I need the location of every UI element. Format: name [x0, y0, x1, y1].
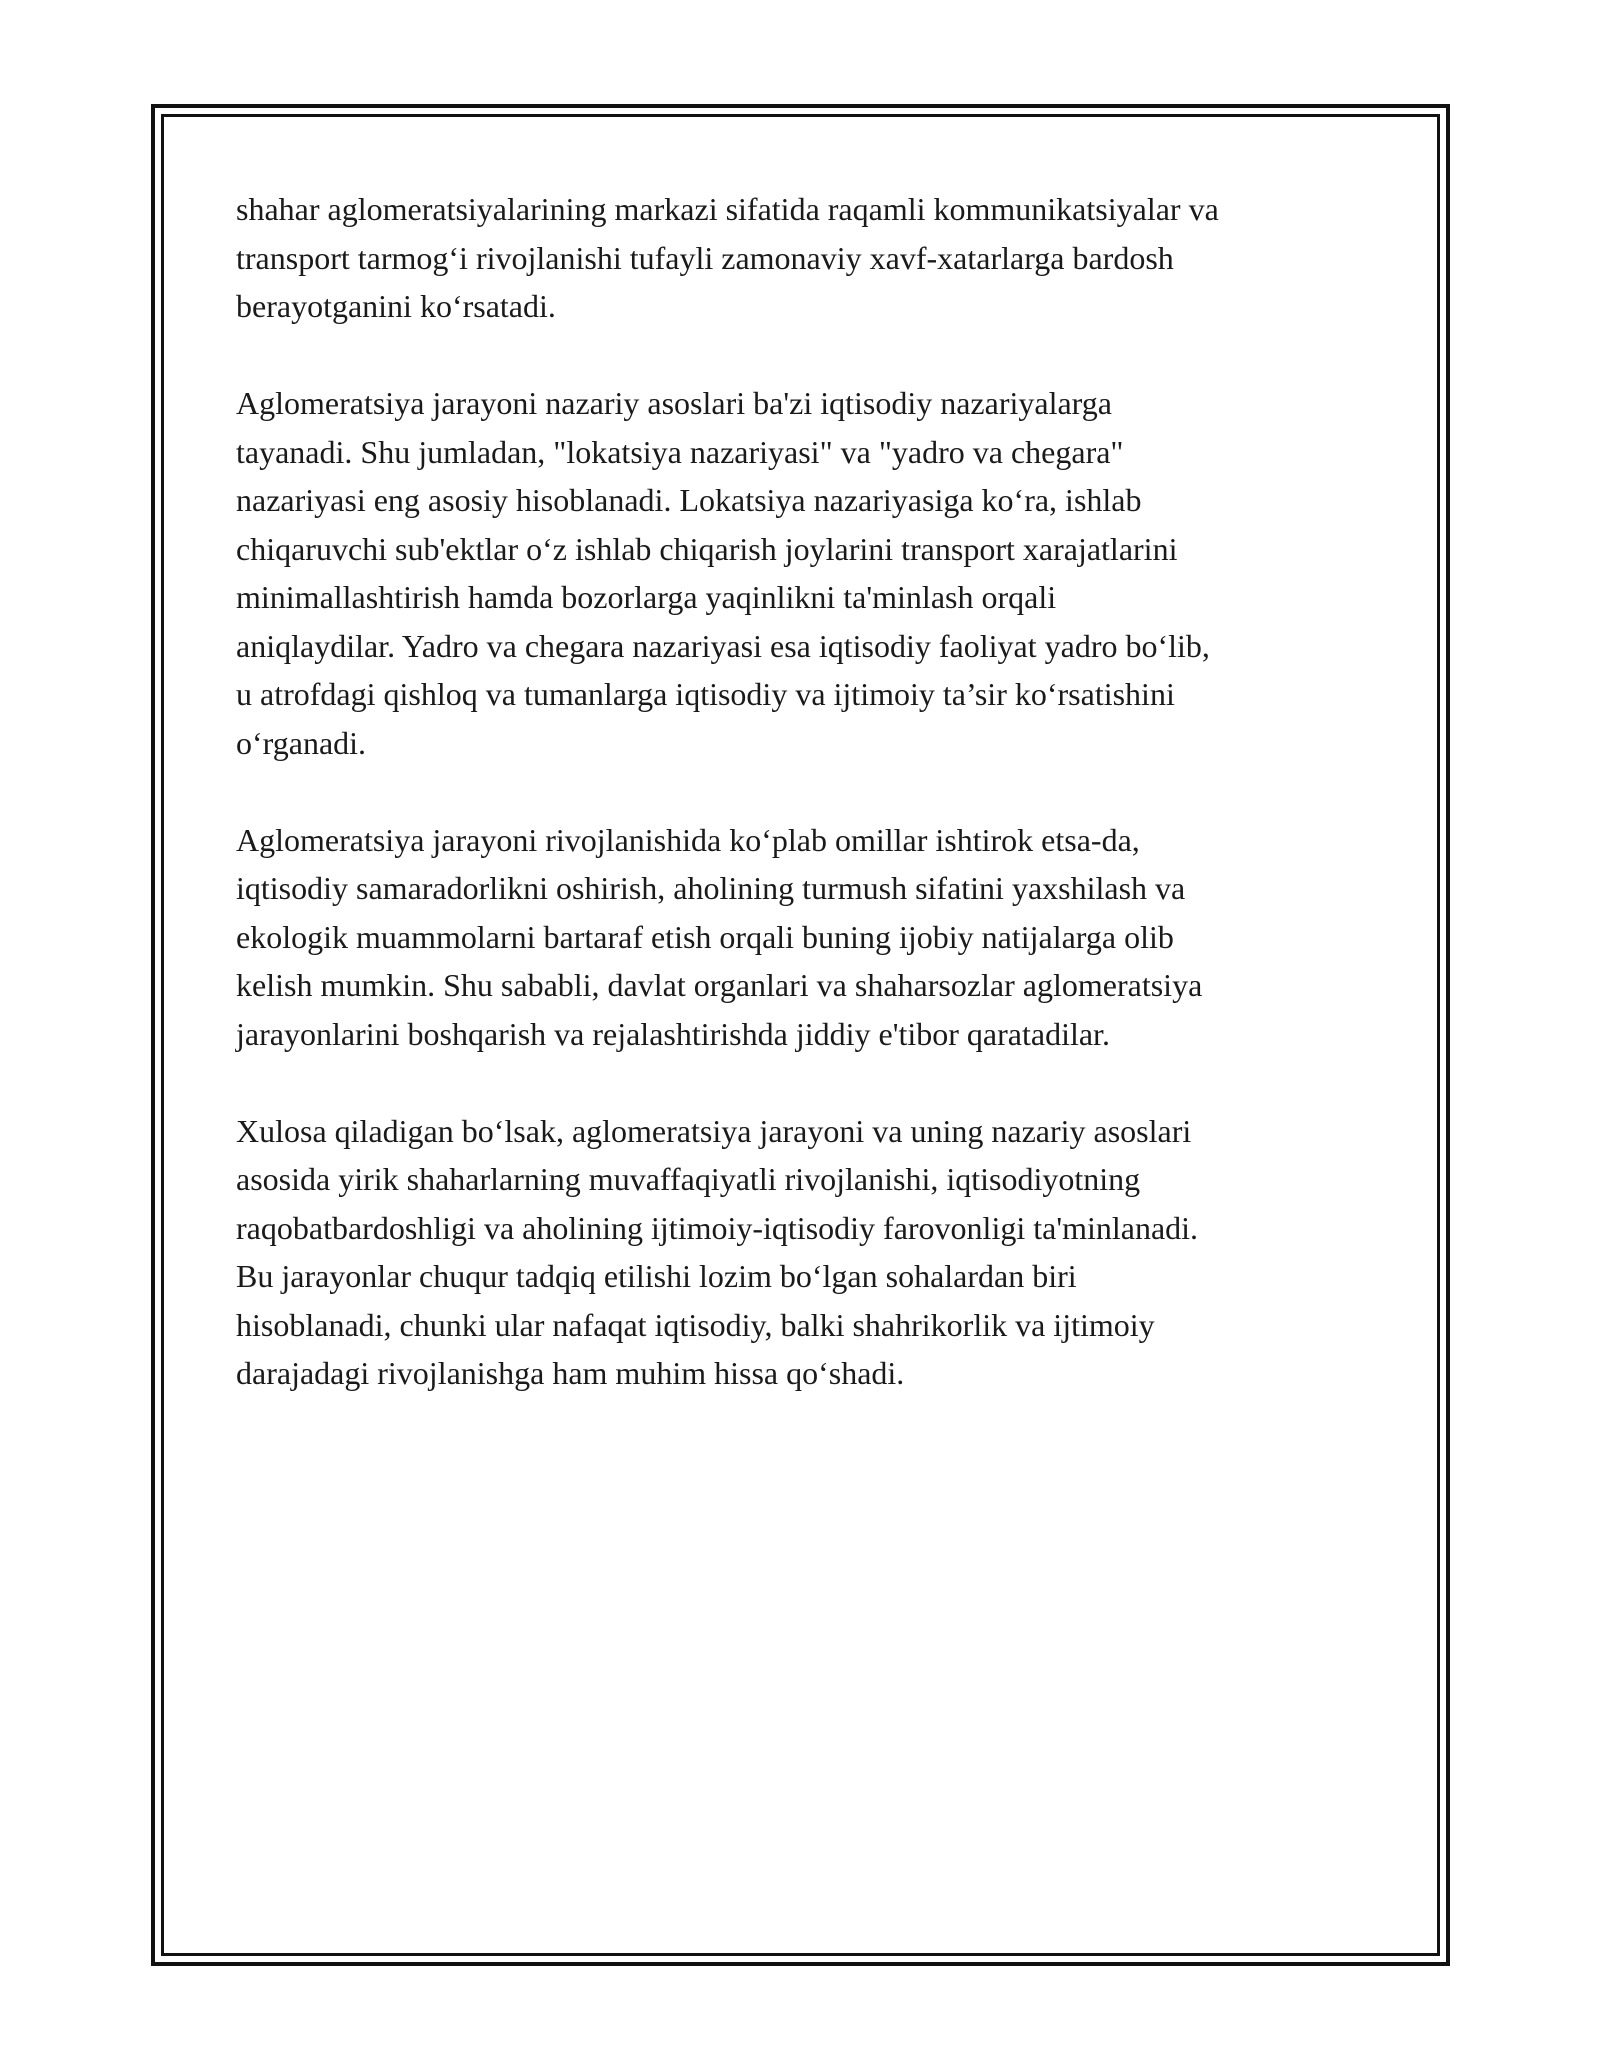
- text-line: Xulosa qiladigan bo‘lsak, aglomeratsiya jarayoni va uning nazariy asoslari: [236, 1112, 1192, 1149]
- text-line: jarayonlarini boshqarish va rejalashtirishda jiddiy e'tibor qaratadilar.: [236, 1015, 1110, 1052]
- paragraph-2: [236, 379, 1386, 767]
- paragraph-4: [236, 1107, 1386, 1398]
- document-body: [236, 185, 1386, 1446]
- text-line: raqobatbardoshligi va aholining ijtimoiy-iqtisodiy farovonligi ta'minlanadi.: [236, 1209, 1199, 1246]
- text-line: ekologik muammolarni bartaraf etish orqali buning ijobiy natijalarga olib: [236, 918, 1174, 955]
- text-line: darajadagi rivojlanishga ham muhim hissa qo‘shadi.: [236, 1355, 905, 1391]
- text-line: shahar aglomeratsiyalarining markazi sifatida raqamli kommunikatsiyalar va: [236, 191, 1219, 227]
- text-line: iqtisodiy samaradorlikni oshirish, aholining turmush sifatini yaxshilash va: [236, 870, 1186, 906]
- paragraph-1: [236, 185, 1386, 331]
- text-line: transport tarmog‘i rivojlanishi tufayli zamonaviy xavf-xatarlarga bardosh: [236, 239, 1174, 276]
- text-line: aniqlaydilar. Yadro va chegara nazariyasi esa iqtisodiy faoliyat yadro bo‘lib,: [236, 627, 1210, 664]
- text-line: berayotganini ko‘rsatadi.: [236, 288, 556, 324]
- text-line: Bu jarayonlar chuqur tadqiq etilishi lozim bo‘lgan sohalardan biri: [236, 1258, 1077, 1294]
- paragraph-3: [236, 816, 1386, 1059]
- text-line: Aglomeratsiya jarayoni nazariy asoslari ba'zi iqtisodiy nazariyalarga: [236, 385, 1112, 421]
- text-line: hisoblanadi, chunki ular nafaqat iqtisodiy, balki shahrikorlik va ijtimoiy: [236, 1306, 1155, 1343]
- text-line: minimallashtirish hamda bozorlarga yaqinlikni ta'minlash orqali: [236, 579, 1057, 615]
- text-line: Aglomeratsiya jarayoni rivojlanishida ko‘plab omillar ishtirok etsa-da,: [236, 821, 1140, 858]
- text-line: chiqaruvchi sub'ektlar o‘z ishlab chiqarish joylarini transport xarajatlarini: [236, 530, 1178, 567]
- text-line: asosida yirik shaharlarning muvaffaqiyatli rivojlanishi, iqtisodiyotning: [236, 1161, 1141, 1197]
- text-line: nazariyasi eng asosiy hisoblanadi. Lokatsiya nazariyasiga ko‘ra, ishlab: [236, 482, 1142, 518]
- text-line: tayanadi. Shu jumladan, "lokatsiya nazariyasi" va "yadro va chegara": [236, 433, 1124, 470]
- text-line: u atrofdagi qishloq va tumanlarga iqtisodiy va ijtimoiy ta’sir ko‘rsatishini: [236, 676, 1175, 712]
- text-line: kelish mumkin. Shu sababli, davlat organlari va shaharsozlar aglomeratsiya: [236, 967, 1203, 1003]
- text-line: o‘rganadi.: [236, 724, 367, 761]
